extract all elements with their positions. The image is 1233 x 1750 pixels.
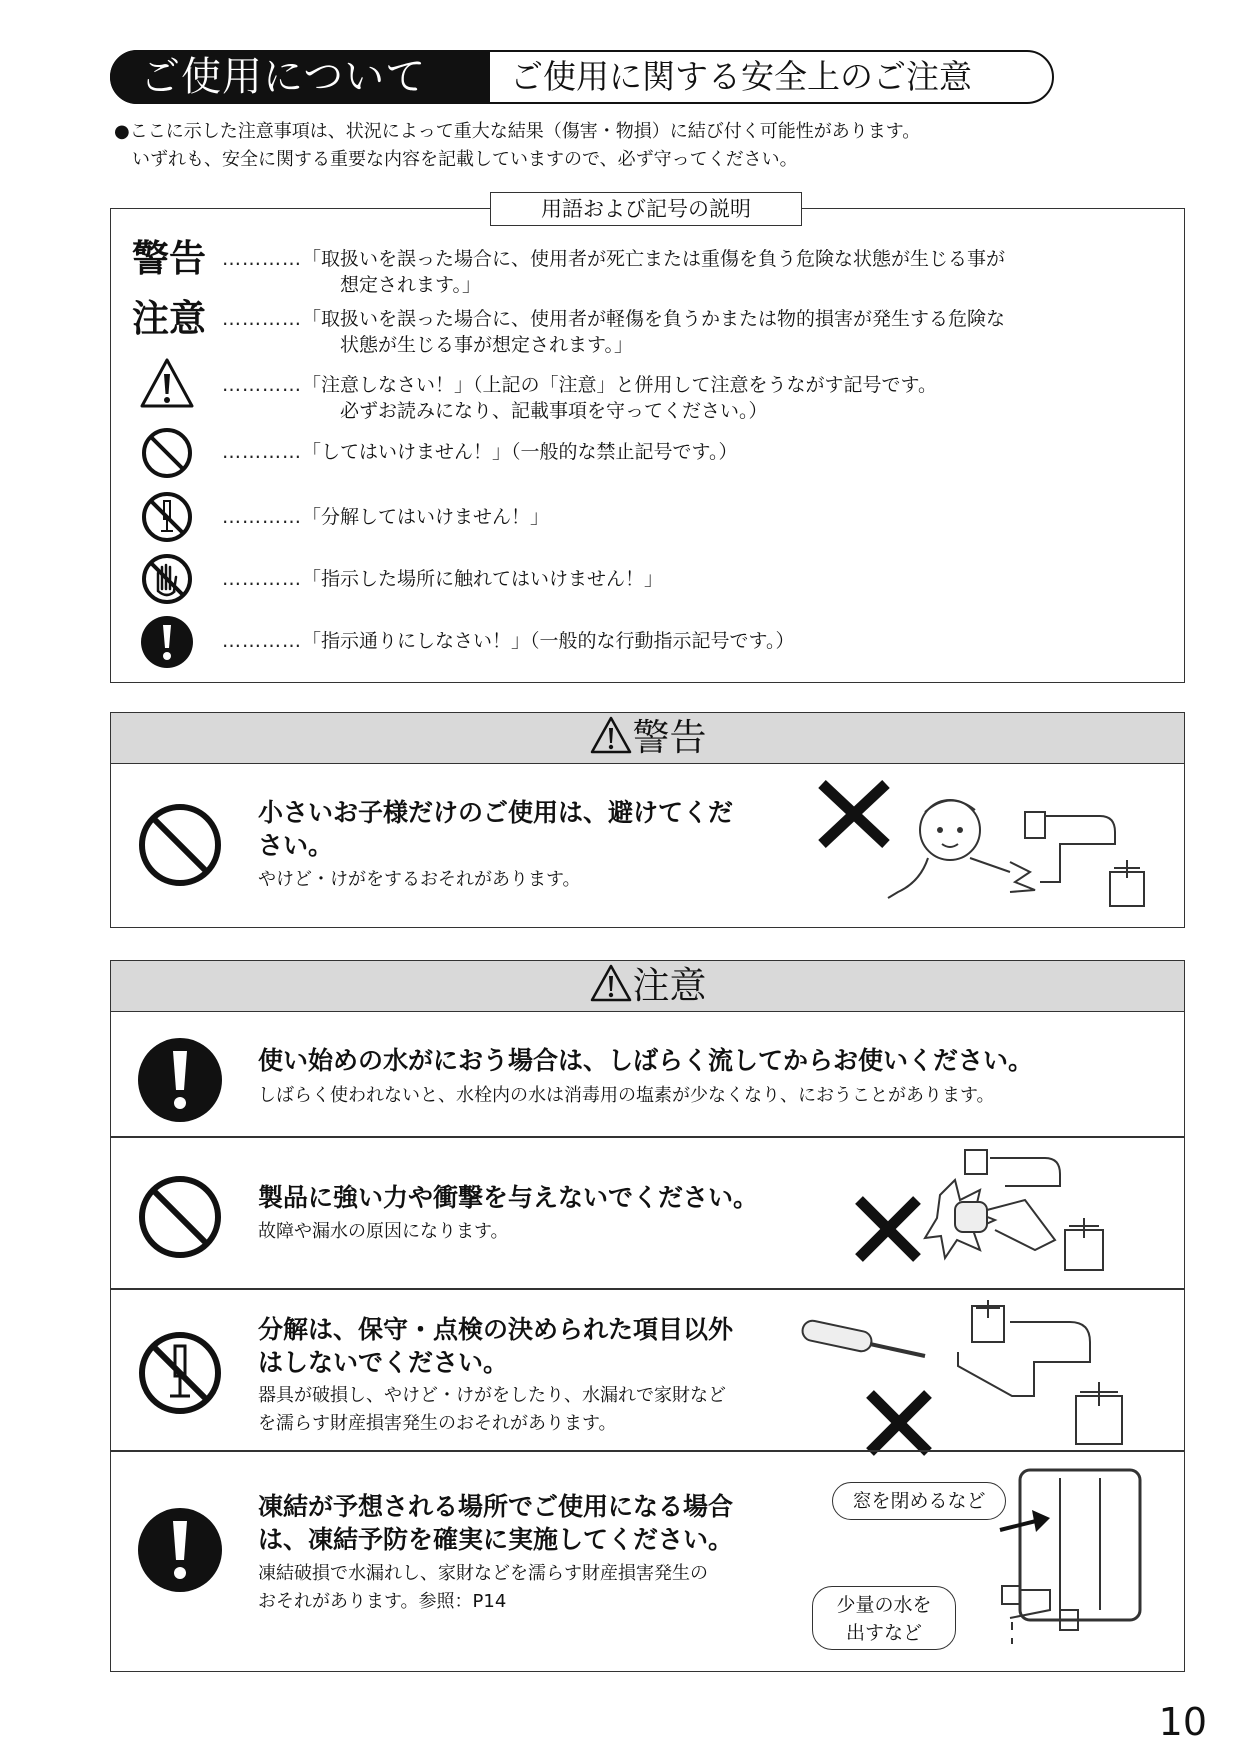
no-touch-icon	[139, 551, 195, 607]
warning-triangle-icon	[589, 715, 633, 755]
child-touching-faucet-illustration	[810, 772, 1170, 922]
page-number: 10	[1158, 1700, 1207, 1744]
caution-item-4-sub: 凍結破損で水漏れし、家財などを濡らす財産損害発生の おそれがあります。参照：P14	[258, 1563, 708, 1612]
warning-item-sub: やけど・けがをするおそれがあります。	[258, 869, 581, 890]
caution-item-1-heading: 使い始めの水がにおう場合は、しばらく流してからお使いください。	[258, 1046, 1034, 1075]
caution-item-3-heading: 分解は、保守・点検の決められた項目以外 はしないでください。	[258, 1315, 734, 1377]
attention-triangle-icon	[139, 356, 195, 412]
caution-item-4-heading: 凍結が予想される場所でご使用になる場合 は、凍結予防を確実に実施してください。	[258, 1492, 734, 1554]
no-disassemble-icon	[135, 1328, 225, 1418]
caution-term-label: 注意	[132, 297, 206, 340]
caution-term-desc: …………「取扱いを誤った場合に、使用者が軽傷を負うかまたは物的損害が発生する危険な 状態が生じる事が想定されます。」	[222, 308, 1006, 356]
screwdriver-faucet-illustration	[800, 1296, 1170, 1456]
warning-item-heading: 小さいお子様だけのご使用は、避けてくだ さい。	[258, 798, 734, 860]
caution-section-title: 注意	[632, 964, 707, 1007]
warning-term-label: 警告	[132, 237, 206, 280]
row-divider	[110, 1136, 1185, 1138]
row-divider	[110, 1288, 1185, 1290]
prohibit-icon	[135, 1172, 225, 1262]
no-disassemble-symbol-desc: …………「分解してはいけません！」	[222, 506, 550, 528]
prohibit-icon	[139, 425, 195, 481]
row-divider	[110, 1450, 1185, 1452]
terms-title: 用語および記号の説明	[490, 192, 802, 226]
caution-item-3-sub: 器具が破損し、やけど・けがをしたり、水漏れで家財など を濡らす財産損害発生のおそれがあります。	[258, 1385, 726, 1434]
page-title: ご使用について	[110, 50, 490, 104]
close-window-note: 窓を閉めるなど	[832, 1482, 1006, 1520]
attention-symbol-desc: …………「注意しなさい！」（上記の「注意」と併用して注意をうながす記号です。 必ずお読みになり、記載事項を守ってください。）	[222, 374, 937, 422]
no-touch-symbol-desc: …………「指示した場所に触れてはいけません！」	[222, 568, 664, 590]
mandatory-action-icon	[135, 1505, 225, 1595]
intro-line-2: いずれも、安全に関する重要な内容を記載していますので、必ず守ってください。	[132, 149, 798, 170]
no-disassemble-icon	[139, 489, 195, 545]
mandatory-symbol-desc: …………「指示通りにしなさい！」（一般的な行動指示記号です。）	[222, 630, 795, 652]
fist-hitting-faucet-illustration	[845, 1140, 1165, 1290]
caution-section-header	[110, 960, 1185, 1012]
leader-dots: …………	[222, 248, 302, 270]
page-subtitle: ご使用に関する安全上のご注意	[510, 57, 972, 96]
caution-item-1-sub: しばらく使われないと、水栓内の水は消毒用の塩素が少なくなり、におうことがあります。	[258, 1085, 995, 1106]
mandatory-action-icon	[139, 614, 195, 670]
caution-item-2-heading: 製品に強い力や衝撃を与えないでください。	[258, 1183, 759, 1212]
warning-section-header	[110, 712, 1185, 764]
caution-item-2-sub: 故障や漏水の原因になります。	[258, 1221, 509, 1242]
warning-term-desc: …………「取扱いを誤った場合に、使用者が死亡または重傷を負う危険な状態が生じる事が 想定されます。」	[222, 248, 1006, 296]
caution-triangle-icon	[589, 963, 633, 1003]
small-water-note: 少量の水を 出すなど	[812, 1586, 956, 1650]
prohibit-symbol-desc: …………「してはいけません！」（一般的な禁止記号です。）	[222, 441, 738, 463]
intro-line-1: ●ここに示した注意事項は、状況によって重大な結果（傷害・物損）に結び付く可能性があります。	[114, 121, 921, 142]
mandatory-action-icon	[135, 1035, 225, 1125]
prohibit-icon	[135, 800, 225, 890]
intro-text	[114, 118, 920, 174]
warning-section-title: 警告	[632, 716, 707, 759]
